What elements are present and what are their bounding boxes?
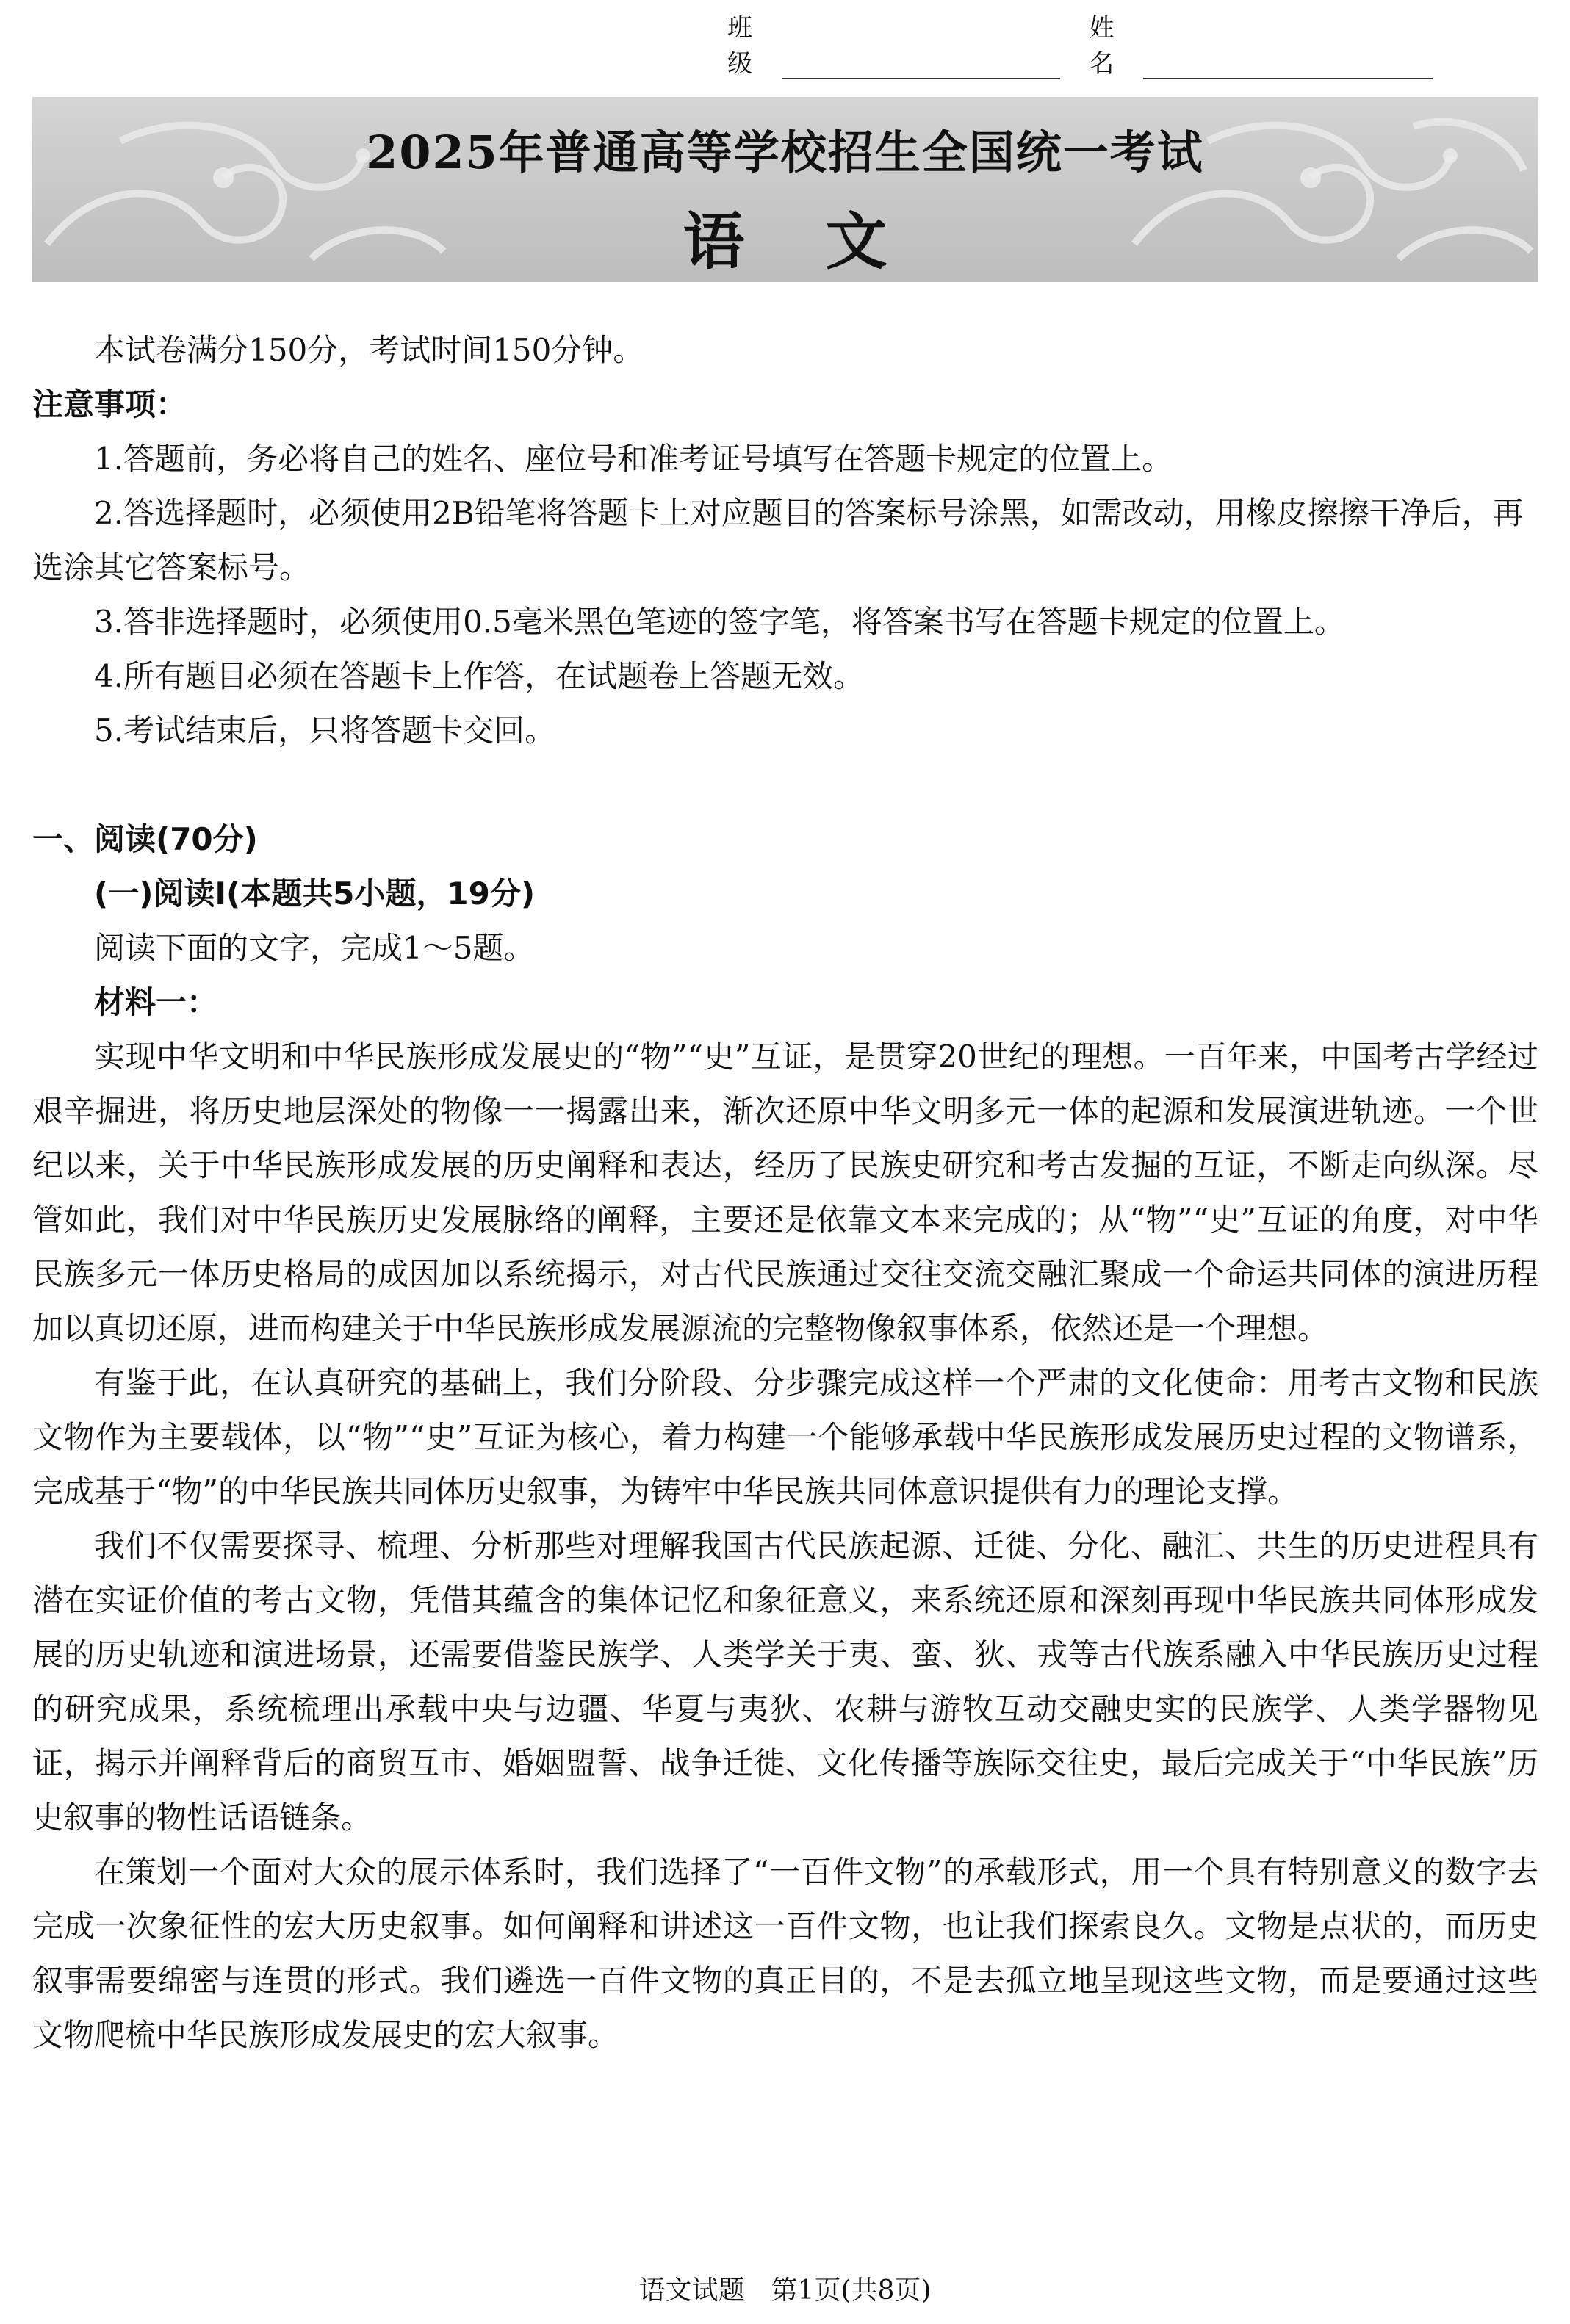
passage-paragraph: 实现中华文明和中华民族形成发展史的“物”“史”互证，是贯穿20世纪的理想。一百年来，中国考古学经过艰辛掘进，将历史地层深处的物像一一揭露出来，渐次还原中华文明多元一体的起源和发展演进轨迹。一个世纪以来，关于中华民族形成发展的历史阐释和表达，经历了民族史研究和考古发掘的互证，不断走向纵深。尽管如此，我们对中华民族历史发展脉络的阐释，主要还是依靠文本来完成的；从“物”“史”互证的角度，对中华民族多元一体历史格局的成因加以系统揭示，对古代民族通过交往交流交融汇聚成一个命运共同体的演进历程加以真切还原，进而构建关于中华民族形成发展源流的完整物像叙事体系，依然还是一个理想。 xyxy=(32,1039,1538,1346)
passage-paragraph: 有鉴于此，在认真研究的基础上，我们分阶段、分步骤完成这样一个严肃的文化使命：用考古文物和民族文物作为主要载体，以“物”“史”互证为核心，着力构建一个能够承载中华民族形成发展历史过程的文物谱系，完成基于“物”的中华民族共同体历史叙事，为铸牢中华民族共同体意识提供有力的理论支撑。 xyxy=(32,1365,1538,1509)
page-footer: 语文试题 第1页(共8页) xyxy=(638,2276,932,2306)
instruction-text: 阅读下面的文字，完成1～5题。 xyxy=(94,930,535,966)
note-item: 2.答选择题时，必须使用2B铅笔将答题卡上对应题目的答案标号涂黑，如需改动，用橡皮擦擦干净后，再选涂其它答案标号。 xyxy=(32,495,1524,585)
name-label: 姓名 xyxy=(1089,13,1115,79)
exam-content xyxy=(32,323,1538,2063)
material-label: 材料一： xyxy=(94,984,218,1020)
subject-title: 语文 xyxy=(683,205,968,278)
class-blank-line[interactable] xyxy=(782,51,1060,79)
name-field[interactable] xyxy=(1090,7,1433,79)
class-field[interactable] xyxy=(727,7,1060,79)
notes-heading: 注意事项： xyxy=(32,386,187,422)
class-label: 班级 xyxy=(727,13,752,79)
spacer xyxy=(32,758,1538,812)
note-item: 5.考试结束后，只将答题卡交回。 xyxy=(94,712,556,748)
name-blank-line[interactable] xyxy=(1143,51,1433,79)
header-fields xyxy=(727,13,1462,79)
note-item: 1.答题前，务必将自己的姓名、座位号和准考证号填写在答题卡规定的位置上。 xyxy=(94,441,1173,477)
notes-list xyxy=(32,432,1538,758)
sub-section-heading: (一)阅读Ⅰ(本题共5小题，19分) xyxy=(94,876,536,912)
note-item: 4.所有题目必须在答题卡上作答，在试题卷上答题无效。 xyxy=(94,658,865,694)
note-item: 3.答非选择题时，必须使用0.5毫米黑色笔迹的签字笔，将答案书写在答题卡规定的位置上。 xyxy=(94,604,1345,640)
exam-title: 2025年普通高等学校招生全国统一考试 xyxy=(366,126,1204,179)
passage-paragraph: 在策划一个面对大众的展示体系时，我们选择了“一百件文物”的承载形式，用一个具有特别意义的数字去完成一次象征性的宏大历史叙事。如何阐释和讲述这一百件文物，也让我们探索良久。文物是点状的，而历史叙事需要绵密与连贯的形式。我们遴选一百件文物的真正目的，不是去孤立地呈现这些文物，而是要通过这些文物爬梳中华民族形成发展史的宏大叙事。 xyxy=(32,1854,1538,2053)
passage-paragraph: 我们不仅需要探寻、梳理、分析那些对理解我国古代民族起源、迁徙、分化、融汇、共生的历史进程具有潜在实证价值的考古文物，凭借其蕴含的集体记忆和象征意义，来系统还原和深刻再现中华民族共同体形成发展的历史轨迹和演进场景，还需要借鉴民族学、人类学关于夷、蛮、狄、戎等古代族系融入中华民族历史过程的研究成果，系统梳理出承载中央与边疆、华夏与夷狄、农耕与游牧互动交融史实的民族学、人类学器物见证，揭示并阐释背后的商贸互市、婚姻盟誓、战争迁徙、文化传播等族际交往史，最后完成关于“中华民族”历史叙事的物性话语链条。 xyxy=(32,1528,1538,1836)
passage xyxy=(32,1030,1538,2063)
intro-text: 本试卷满分150分，考试时间150分钟。 xyxy=(94,332,644,368)
section-heading: 一、阅读(70分) xyxy=(32,821,258,857)
